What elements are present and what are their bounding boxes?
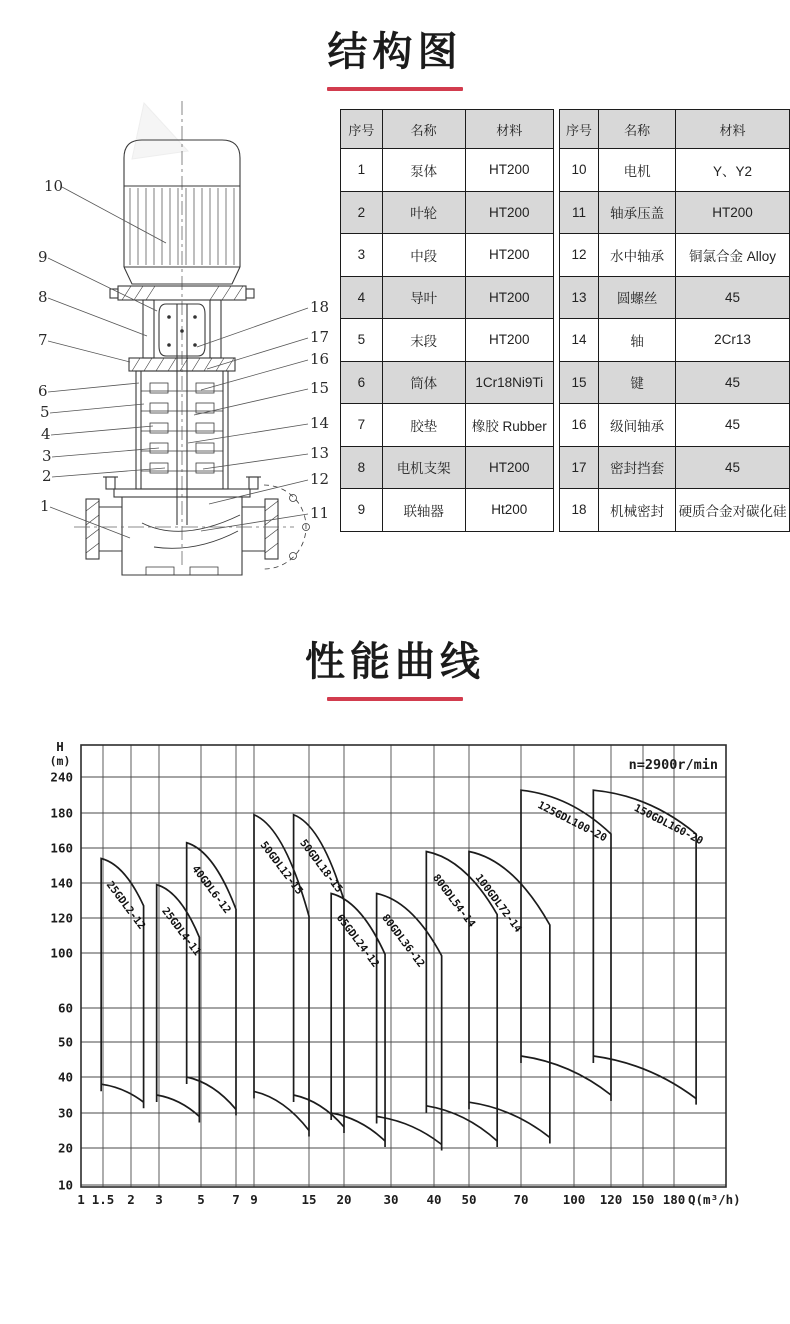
- part-name-cell: 级间轴承: [599, 404, 676, 447]
- chart-frame: [81, 745, 726, 1187]
- pump-diagram-container: [26, 95, 338, 584]
- stud-bolt-left: [106, 477, 115, 489]
- part-no-cell: 5: [341, 319, 383, 362]
- watermark-logo: [132, 103, 188, 159]
- pump-curve-label: 65GDL24-12: [333, 912, 382, 970]
- x-tick-label: 3: [155, 1192, 163, 1207]
- part-material-cell: 橡胶 Rubber: [465, 404, 553, 447]
- suction-flange: [86, 499, 99, 559]
- part-no-cell: 10: [559, 149, 598, 192]
- parts-header-row: [341, 110, 554, 149]
- part-material-cell: 硬质合金对碳化硅: [676, 489, 790, 532]
- part-no-cell: 9: [341, 489, 383, 532]
- x-tick-label: 120: [599, 1192, 623, 1207]
- part-no-cell: 13: [559, 276, 598, 319]
- pump-curve-bottom: [426, 1106, 497, 1141]
- parts-table-row: [341, 319, 554, 362]
- part-no-cell: 12: [559, 234, 598, 277]
- part-number-label: 10: [44, 177, 64, 195]
- part-name-cell: 密封挡套: [599, 446, 676, 489]
- part-no-cell: 8: [341, 446, 383, 489]
- x-tick-label: 2: [127, 1192, 135, 1207]
- x-tick-label: 70: [513, 1192, 529, 1207]
- pump-curve-label: 150GDL160-20: [631, 802, 706, 848]
- pump-curve-bottom: [377, 1117, 442, 1145]
- pump-curve-label: 80GDL36-12: [379, 912, 427, 970]
- parts-table-row: [341, 191, 554, 234]
- part-name-cell: 圆螺丝: [599, 276, 676, 319]
- part-no-cell: 3: [341, 234, 383, 277]
- pump-curve-bottom: [101, 1084, 143, 1102]
- pump-curve-label: 25GDL4-11: [159, 905, 204, 959]
- part-number-label: 6: [38, 382, 48, 400]
- leader-line: [201, 360, 308, 390]
- structure-title-underline: [327, 87, 463, 91]
- pump-curve-label: 50GDL18-15: [297, 837, 345, 896]
- base-feet: [122, 565, 242, 575]
- part-material-cell: HT200: [465, 191, 553, 234]
- pump-curve-label: 100GDL72-14: [472, 872, 525, 935]
- part-number-label: 4: [41, 425, 51, 443]
- part-number-label: 13: [310, 444, 330, 462]
- part-number-label: 16: [310, 350, 330, 368]
- x-axis-title: Q(m³/h): [688, 1192, 741, 1207]
- stud-bolt-right: [249, 477, 258, 489]
- parts-table-row: [341, 149, 554, 192]
- part-name-cell: 中段: [382, 234, 465, 277]
- part-name-cell: 导叶: [382, 276, 465, 319]
- part-no-cell: 16: [559, 404, 598, 447]
- x-tick-label: 30: [383, 1192, 399, 1207]
- y-tick-label: 180: [50, 805, 73, 821]
- leader-line: [48, 383, 139, 392]
- structure-content-row: [0, 95, 790, 584]
- leader-line: [62, 187, 166, 243]
- performance-title-block: [0, 584, 790, 701]
- part-no-cell: 6: [341, 361, 383, 404]
- parts-table-row: [559, 234, 789, 277]
- performance-chart-svg: [26, 735, 758, 1235]
- parts-header-cell: 名称: [599, 110, 676, 149]
- speed-annotation: n=2900r/min: [628, 757, 718, 773]
- y-tick-label: 20: [57, 1140, 73, 1156]
- pump-curve-label: 125GDL100-20: [535, 799, 609, 845]
- part-material-cell: HT200: [465, 319, 553, 362]
- part-name-cell: 泵体: [382, 149, 465, 192]
- y-axis-title: H: [56, 739, 64, 754]
- structure-title: 结构图: [327, 30, 463, 74]
- leader-line: [52, 448, 159, 457]
- part-name-cell: 联轴器: [382, 489, 465, 532]
- parts-table-row: [559, 361, 789, 404]
- part-material-cell: 45: [676, 404, 790, 447]
- part-material-cell: HT200: [465, 149, 553, 192]
- parts-table-row: [559, 319, 789, 362]
- x-tick-label: 40: [426, 1192, 442, 1207]
- parts-header-cell: 材料: [465, 110, 553, 149]
- y-tick-label: 30: [57, 1105, 73, 1121]
- pump-curve-label: 25GDL2-12: [103, 879, 148, 932]
- x-tick-label: 150: [631, 1192, 655, 1207]
- performance-title-underline: [327, 697, 463, 701]
- part-no-cell: 14: [559, 319, 598, 362]
- part-name-cell: 机械密封: [599, 489, 676, 532]
- part-material-cell: 2Cr13: [676, 319, 790, 362]
- leader-line: [197, 308, 308, 347]
- x-tick-label: 100: [562, 1192, 586, 1207]
- parts-table-row: [341, 276, 554, 319]
- x-tick-label: 5: [197, 1192, 205, 1207]
- parts-header-row: [559, 110, 789, 149]
- part-material-cell: 45: [676, 276, 790, 319]
- part-name-cell: 键: [599, 361, 676, 404]
- leader-line: [203, 454, 308, 469]
- parts-header-cell: 材料: [676, 110, 790, 149]
- part-material-cell: 铜氯合金 Alloy: [676, 234, 790, 277]
- part-material-cell: 45: [676, 446, 790, 489]
- part-material-cell: HT200: [465, 276, 553, 319]
- leader-line: [50, 404, 144, 413]
- part-name-cell: 筒体: [382, 361, 465, 404]
- x-tick-label: 20: [336, 1192, 352, 1207]
- parts-table-row: [341, 446, 554, 489]
- pump-curve-region: [469, 852, 550, 1144]
- y-tick-label: 60: [57, 1000, 73, 1016]
- part-number-label: 18: [310, 298, 330, 316]
- part-material-cell: HT200: [676, 191, 790, 234]
- part-number-label: 8: [38, 288, 48, 306]
- part-material-cell: Y、Y2: [676, 149, 790, 192]
- x-tick-label: 180: [662, 1192, 686, 1207]
- part-material-cell: 1Cr18Ni9Ti: [465, 361, 553, 404]
- parts-table-container: [340, 109, 790, 532]
- part-no-cell: 4: [341, 276, 383, 319]
- y-tick-label: 160: [50, 840, 73, 856]
- part-name-cell: 水中轴承: [599, 234, 676, 277]
- part-no-cell: 11: [559, 191, 598, 234]
- part-name-cell: 叶轮: [382, 191, 465, 234]
- pump-drawing: [74, 101, 310, 575]
- x-tick-label: 9: [250, 1192, 258, 1207]
- part-material-cell: HT200: [465, 446, 553, 489]
- part-material-cell: 45: [676, 361, 790, 404]
- parts-header-cell: 序号: [341, 110, 383, 149]
- x-tick-label: 50: [461, 1192, 477, 1207]
- y-tick-label: 40: [57, 1069, 73, 1085]
- x-tick-label: 7: [232, 1192, 240, 1207]
- part-name-cell: 胶垫: [382, 404, 465, 447]
- leader-line: [48, 341, 130, 362]
- pump-curve-label: 40GDL6-12: [189, 863, 234, 917]
- pump-curve-bottom: [187, 1077, 236, 1109]
- performance-title: 性能曲线: [305, 640, 485, 684]
- part-no-cell: 1: [341, 149, 383, 192]
- part-number-label: 1: [40, 497, 50, 515]
- performance-chart-container: [26, 735, 790, 1240]
- pump-curve-label: 80GDL54-14: [429, 872, 478, 930]
- part-name-cell: 轴承压盖: [599, 191, 676, 234]
- pump-curve-label: 50GDL12-15: [257, 839, 306, 898]
- part-no-cell: 15: [559, 361, 598, 404]
- part-number-label: 12: [310, 470, 330, 488]
- parts-table-row: [559, 191, 789, 234]
- y-tick-label: 240: [50, 769, 73, 785]
- leader-line: [52, 468, 165, 477]
- part-number-label: 14: [310, 414, 330, 432]
- parts-table-row: [559, 404, 789, 447]
- pump-curve-region: [377, 894, 442, 1151]
- motor-stool-right: [210, 300, 221, 358]
- part-name-cell: 末段: [382, 319, 465, 362]
- y-tick-label: 100: [50, 945, 73, 961]
- part-number-label: 5: [40, 403, 50, 421]
- part-number-label: 15: [310, 379, 330, 397]
- parts-table-row: [341, 404, 554, 447]
- part-name-cell: 电机支架: [382, 446, 465, 489]
- parts-table-right: [559, 109, 790, 532]
- part-name-cell: 电机: [599, 149, 676, 192]
- parts-table-row: [341, 234, 554, 277]
- y-tick-label: 120: [50, 910, 73, 926]
- parts-table-left: [340, 109, 554, 532]
- parts-header-cell: 名称: [382, 110, 465, 149]
- parts-table-row: [341, 489, 554, 532]
- x-tick-label: 15: [301, 1192, 317, 1207]
- leader-line: [50, 507, 130, 538]
- y-axis-unit: (m): [49, 754, 71, 768]
- parts-table-row: [559, 149, 789, 192]
- pump-curve-bottom: [469, 1102, 550, 1137]
- part-no-cell: 17: [559, 446, 598, 489]
- part-no-cell: 7: [341, 404, 383, 447]
- part-number-label: 3: [42, 447, 52, 465]
- y-tick-label: 50: [57, 1034, 73, 1050]
- part-number-label: 9: [38, 248, 48, 266]
- part-name-cell: 轴: [599, 319, 676, 362]
- leader-line: [188, 424, 308, 443]
- part-material-cell: Ht200: [465, 489, 553, 532]
- volute-curve: [142, 515, 240, 531]
- parts-table-row: [559, 276, 789, 319]
- parts-table-row: [559, 489, 789, 532]
- part-number-label: 7: [38, 331, 48, 349]
- y-tick-label: 10: [57, 1177, 73, 1193]
- part-no-cell: 2: [341, 191, 383, 234]
- y-tick-label: 140: [50, 875, 73, 891]
- leader-line: [48, 298, 147, 336]
- parts-table-row: [341, 361, 554, 404]
- part-number-label: 11: [310, 504, 330, 522]
- parts-header-cell: 序号: [559, 110, 598, 149]
- structure-title-block: [0, 0, 790, 91]
- part-number-label: 2: [42, 467, 52, 485]
- discharge-flange: [265, 499, 278, 559]
- parts-table-row: [559, 446, 789, 489]
- leader-line: [201, 514, 308, 531]
- x-tick-label: 1: [77, 1192, 85, 1207]
- x-tick-label: 1.5: [91, 1192, 115, 1207]
- part-material-cell: HT200: [465, 234, 553, 277]
- pump-curve-bottom: [521, 1056, 611, 1095]
- leader-line: [51, 426, 153, 435]
- part-number-label: 17: [310, 328, 330, 346]
- pump-structure-diagram-svg: [26, 95, 338, 579]
- part-no-cell: 18: [559, 489, 598, 532]
